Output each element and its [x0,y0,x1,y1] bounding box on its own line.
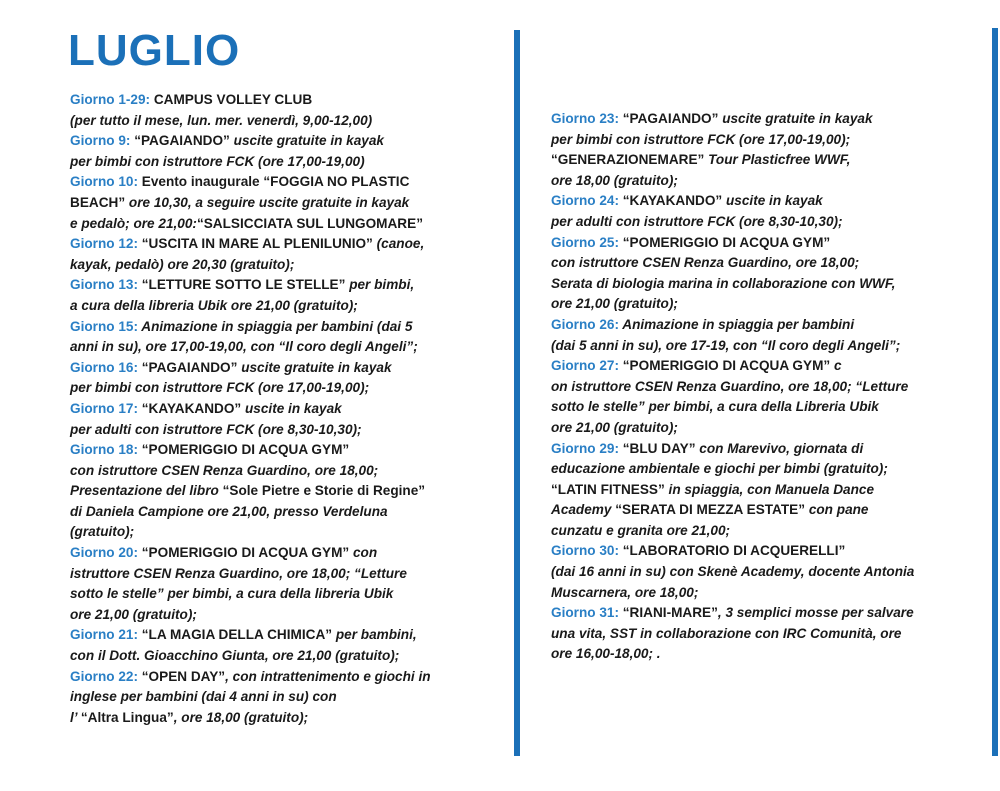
event-name: “GENERAZIONEMARE” [551,152,705,168]
schedule-line [551,644,971,665]
schedule-line [70,275,490,296]
event-name: “LA MAGIA DELLA CHIMICA” [137,627,333,643]
day-label: Giorno 30: [551,543,619,559]
day-label: Giorno 13: [70,277,138,293]
schedule-line [70,502,490,523]
schedule-line [70,172,490,193]
event-name: “PAGAIANDO” [130,133,230,149]
event-details: ore 10,30, a seguire uscite gratuite in kayak [125,194,410,210]
day-label: Giorno 22: [70,668,138,684]
schedule-line [551,171,971,192]
event-name: “Sole Pietre e Storie di Regine” [218,483,426,499]
day-label: Giorno 20: [70,545,138,561]
event-details: con istruttore CSEN Renza Guardino, ore 18,00; [551,255,860,271]
event-details: Animazione in spiaggia per bambini (dai 5 [137,318,413,334]
event-details: cunzatu e granita ore 21,00; [551,522,731,538]
event-details: con [349,545,378,561]
event-details: e pedalò; ore 21,00: [70,215,197,231]
schedule-line [551,233,971,254]
schedule-line [551,603,971,624]
page-title: LUGLIO [68,26,241,75]
event-details: (gratuito); [70,524,135,540]
schedule-line [70,667,490,688]
schedule-line [70,337,490,358]
schedule-line [70,358,490,379]
day-label: Giorno 27: [551,358,619,374]
event-details: l’ [70,709,81,725]
event-name: “LATIN FITNESS” [551,481,665,497]
event-details: ore 16,00-18,00; . [551,646,661,662]
right-edge-bar [992,28,998,756]
event-details: uscite in kayak [241,400,342,416]
event-details: istruttore CSEN Renza Guardino, ore 18,00; “Letture [70,565,407,581]
event-name: “SERATA DI MEZZA ESTATE” [615,502,806,518]
event-name: “OPEN DAY” [137,668,226,684]
day-label: Giorno 23: [551,111,619,126]
day-label: Giorno 18: [70,442,138,458]
event-details: con il Dott. Gioacchino Giunta, ore 21,00 (gratuito); [70,648,400,664]
schedule-line [70,605,490,626]
event-details: con istruttore CSEN Renza Guardino, ore 18,00; [70,462,379,478]
schedule-line [70,317,490,338]
event-name: “POMERIGGIO DI ACQUA GYM” [137,442,350,458]
column-divider [514,30,520,756]
day-label: Giorno 21: [70,627,138,643]
schedule-line [551,315,971,336]
day-label: Giorno 1-29: [70,92,151,107]
schedule-line [70,131,490,152]
schedule-line [551,294,971,315]
event-name: “LABORATORIO DI ACQUERELLI” [618,543,846,559]
schedule-line [551,274,971,295]
schedule-line [551,150,971,171]
schedule-line [70,90,490,111]
schedule-line [551,418,971,439]
schedule-line [70,255,490,276]
event-details: , ore 18,00 (gratuito); [173,709,309,725]
event-details: per bimbi con istruttore FCK (ore 17,00-19,00); [70,380,370,396]
day-label: Giorno 17: [70,400,138,416]
event-name: “BLU DAY” [618,440,696,456]
event-details: uscite gratuite in kayak [229,133,384,149]
day-label: Giorno 31: [551,605,619,621]
event-name: “PAGAIANDO” [618,111,719,126]
event-details: di Daniela Campione ore 21,00, presso Verdeluna [70,503,388,519]
event-details: Academy [551,502,616,518]
schedule-line [551,212,971,233]
day-label: Giorno 10: [70,174,138,190]
schedule-line [70,543,490,564]
schedule-line [70,461,490,482]
event-details: sotto le stelle” per bimbi, a cura della libreria Ubik [70,586,394,602]
event-details: con Marevivo, giornata di [695,440,864,456]
schedule-line [70,193,490,214]
event-details: ore 18,00 (gratuito); [551,172,678,188]
day-label: Giorno 12: [70,236,138,252]
schedule-line [551,459,971,480]
schedule-line [70,481,490,502]
event-name: “USCITA IN MARE AL PLENILUNIO” [137,236,373,252]
schedule-line [551,480,971,501]
schedule-line [70,378,490,399]
event-details: per bimbi con istruttore FCK (ore 17,00-19,00) [70,153,365,169]
schedule-line [551,377,971,398]
event-details: (canoe, [372,236,425,252]
schedule-line [551,624,971,645]
schedule-line [70,687,490,708]
schedule-line [551,521,971,542]
schedule-line [551,356,971,377]
event-name: “RIANI-MARE” [618,605,718,621]
event-details: per bimbi, [345,277,415,293]
event-name: “KAYAKANDO” [137,400,242,416]
schedule-line [551,336,971,357]
event-details: una vita, SST in collaborazione con IRC Comunità, ore [551,625,902,641]
schedule-line [70,584,490,605]
event-details: con pane [805,502,869,518]
event-details: a cura della libreria Ubik ore 21,00 (gratuito); [70,297,358,313]
event-name: “POMERIGGIO DI ACQUA GYM” [618,358,831,374]
schedule-line [70,214,490,235]
event-details: on istruttore CSEN Renza Guardino, ore 18,00; “Letture [551,378,909,394]
event-details: inglese per bambini (dai 4 anni in su) con [70,689,337,705]
event-details: c [830,358,842,374]
schedule-line [70,111,490,132]
event-details: Serata di biologia marina in collaborazione con WWF, [551,275,896,291]
event-name: “Altra Lingua” [80,709,174,725]
event-details: uscite in kayak [722,193,823,209]
schedule-line [70,399,490,420]
event-details: Tour Plasticfree WWF, [704,152,851,168]
schedule-line [70,522,490,543]
schedule-line [70,234,490,255]
day-label: Giorno 24: [551,193,619,209]
event-details: per adulti con istruttore FCK (ore 8,30-10,30); [551,213,843,229]
day-label: Giorno 26: [551,316,619,332]
left-column [70,90,490,728]
event-details: uscite gratuite in kayak [718,111,873,126]
event-name: “KAYAKANDO” [618,193,723,209]
schedule-line [551,191,971,212]
day-label: Giorno 25: [551,234,619,250]
schedule-line [551,439,971,460]
day-label: Giorno 16: [70,359,138,375]
event-name: Evento inaugurale “FOGGIA NO PLASTIC [137,174,410,190]
event-details: uscite gratuite in kayak [237,359,392,375]
event-details: Animazione in spiaggia per bambini [618,316,855,332]
day-label: Giorno 9: [70,133,131,149]
event-details: per bambini, [332,627,417,643]
right-column [551,109,971,665]
schedule-line [551,109,971,130]
event-details: Presentazione del libro [70,483,219,499]
schedule-line [70,625,490,646]
schedule-line [551,583,971,604]
event-details: sotto le stelle” per bimbi, a cura della Libreria Ubik [551,399,879,415]
event-name: “POMERIGGIO DI ACQUA GYM” [137,545,350,561]
schedule-line [551,397,971,418]
event-details: anni in su), ore 17,00-19,00, con “Il coro degli Angeli”; [70,339,418,355]
event-details: (per tutto il mese, lun. mer. venerdì, 9,00-12,00) [70,112,373,128]
event-details: educazione ambientale e giochi per bimbi (gratuito); [551,461,888,477]
event-details: (dai 5 anni in su), ore 17-19, con “Il coro degli Angeli”; [551,337,901,353]
event-details: in spiaggia, con Manuela Dance [664,481,875,497]
schedule-line [551,562,971,583]
schedule-line [70,646,490,667]
event-details: ore 21,00 (gratuito); [551,419,678,435]
schedule-line [70,708,490,729]
schedule-line [70,152,490,173]
schedule-line [70,440,490,461]
event-details: kayak, pedalò) ore 20,30 (gratuito); [70,256,295,272]
event-details: ore 21,00 (gratuito); [551,296,678,312]
event-name: “SALSICCIATA SUL LUNGOMARE” [196,215,423,231]
schedule-line [70,420,490,441]
event-name: “LETTURE SOTTO LE STELLE” [137,277,346,293]
event-details: per bimbi con istruttore FCK (ore 17,00-19,00); [551,131,851,147]
schedule-line [551,500,971,521]
event-name: BEACH” [70,194,126,210]
event-name: “PAGAIANDO” [137,359,238,375]
event-details: per adulti con istruttore FCK (ore 8,30-10,30); [70,421,362,437]
schedule-line [70,296,490,317]
schedule-line [551,253,971,274]
day-label: Giorno 29: [551,440,619,456]
event-name: “POMERIGGIO DI ACQUA GYM” [618,234,831,250]
event-details: , 3 semplici mosse per salvare [717,605,914,621]
event-details: (dai 16 anni in su) con Skenè Academy, docente Antonia [551,564,915,580]
event-details: ore 21,00 (gratuito); [70,606,197,622]
day-label: Giorno 15: [70,318,138,334]
schedule-line [551,541,971,562]
event-details: Muscarnera, ore 18,00; [551,584,699,600]
schedule-line [551,130,971,151]
schedule-line [70,564,490,585]
event-name: CAMPUS VOLLEY CLUB [150,92,313,107]
event-details: , con intrattenimento e giochi in [225,668,431,684]
